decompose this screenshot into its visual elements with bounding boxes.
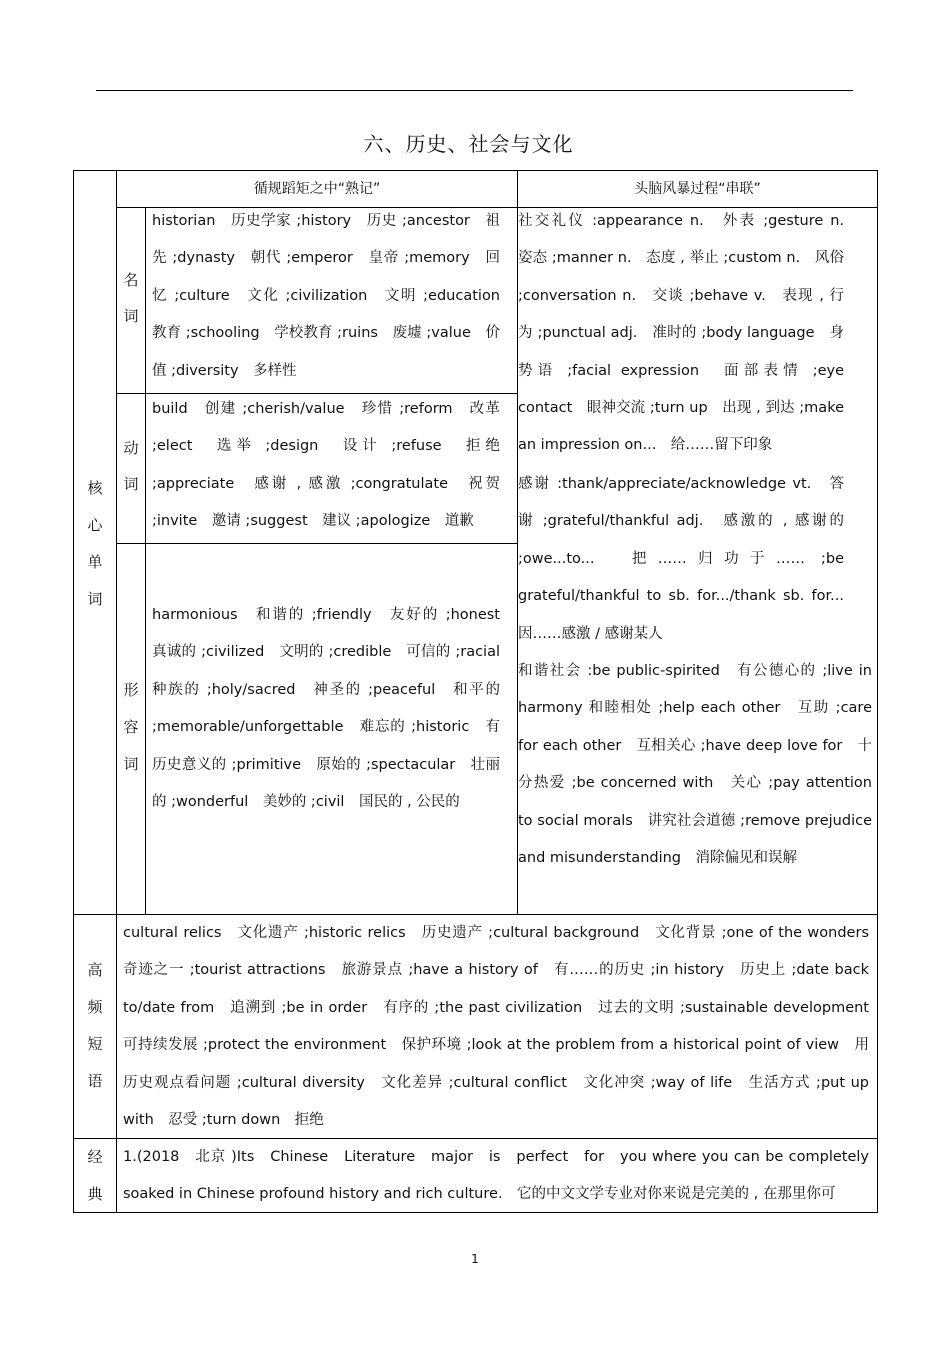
brainstorm-text-etiquette: 社交礼仪 :appearance n. 外表 ;gesture n. 姿态 ;manner n. 态度 , 举止 ;custom n. 风俗 ;conversation n. 交谈 ;behave v. 表现 , 行为 ;punctual adj. 准时的 ;body language 身势语 ;facial expression 面部表情 ;eye contact 眼神交流 ;turn up 出现 , 到达 ;make an impression on... 给……留下印象 (518, 213, 859, 454)
adjectives-label-text: 形容词 (123, 681, 139, 773)
page-number: 1 (471, 1252, 479, 1266)
verbs-text: build 创建 ;cherish/value 珍惜 ;reform 改革 ;elect 选举 ;design 设计 ;refuse 拒绝 ;appreciate 感谢 , 感激 ;congratulate 祝贺 ;invite 邀请 ;suggest 建议 ;apologize 道歉 (152, 401, 500, 530)
phrases-label-text: 高频短语 (87, 961, 103, 1090)
phrases-label (73, 952, 117, 1100)
header-left: 循规蹈矩之中“熟记” (253, 181, 381, 197)
nouns-label-text: 名词 (123, 271, 139, 325)
core-words-label (73, 470, 117, 618)
page-title: 六、历史、社会与文化 (363, 132, 574, 156)
adjectives-text: harmonious 和谐的 ;friendly 友好的 ;honest 真诚的 ;civilized 文明的 ;credible 可信的 ;racial 种族的 ;holy/sacred 神圣的 ;peaceful 和平的 ;memorable/unforgettable 难忘的 ;historic 有历史意义的 ;primitive 原始的 ;spectacular 壮丽的 ;wonderful 美妙的 ;civil 国民的 , 公民的 (152, 607, 515, 811)
verbs-label-text: 动词 (123, 439, 139, 493)
top-rule (96, 90, 853, 91)
brainstorm-text-society: 和谐社会 :be public-spirited 有公德心的 ;live in harmony 和睦相处 ;help each other 互助 ;care for each other 互相关心 ;have deep love for 十分热爱 ;be concerned with 关心 ;pay attention to social morals 讲究社会道德 ;remove prejudice and misunderstanding 消除偏见和误解 (518, 663, 872, 867)
classic-text: 1.(2018 北京 )Its Chinese Literature major is perfect for you where you can be completely soaked in Chinese profound history and rich culture. 它的中文文学专业对你来说是完美的 , 在那里你可 (123, 1149, 884, 1203)
core-words-label-text: 核心单词 (87, 479, 103, 608)
adjectives-label (116, 672, 146, 783)
nouns-text: historian 历史学家 ;history 历史 ;ancestor 祖先 ;dynasty 朝代 ;emperor 皇帝 ;memory 回忆 ;culture 文化 ;civilization 文明 ;education 教育 ;schooling 学校教育 ;ruins 废墟 ;value 价值 ;diversity 多样性 (152, 213, 515, 379)
classic-label (73, 1139, 117, 1213)
verbs-label (116, 430, 146, 502)
nouns-label (116, 262, 146, 334)
brainstorm-text-thanks: 感谢 :thank/appreciate/acknowledge vt. 答谢 ;grateful/thankful adj. 感激的 , 感谢的 ;owe...to... 把……归功于…… ;be grateful/thankful to sb. for.../thank sb. for... 因……感激 / 感谢某人 (518, 476, 859, 642)
classic-label-text: 经典 (87, 1148, 103, 1203)
header-right: 头脑风暴过程“串联” (634, 181, 761, 197)
phrases-text: cultural relics 文化遗产 ;historic relics 历史遗产 ;cultural background 文化背景 ;one of the wonders 奇迹之一 ;tourist attractions 旅游景点 ;have a history of 有……的历史 ;in history 历史上 ;date back to/date from 追溯到 ;be in order 有序的 ;the past civilization 过去的文明 ;sustainable development 可持续发展 ;protect the environment 保护环境 ;look at the problem from a historical point of view 用历史观点看问题 ;cultural diversity 文化差异 ;cultural conflict 文化冲突 ;way of life 生活方式 ;put up with 忍受 ;turn down 拒绝 (123, 925, 884, 1129)
